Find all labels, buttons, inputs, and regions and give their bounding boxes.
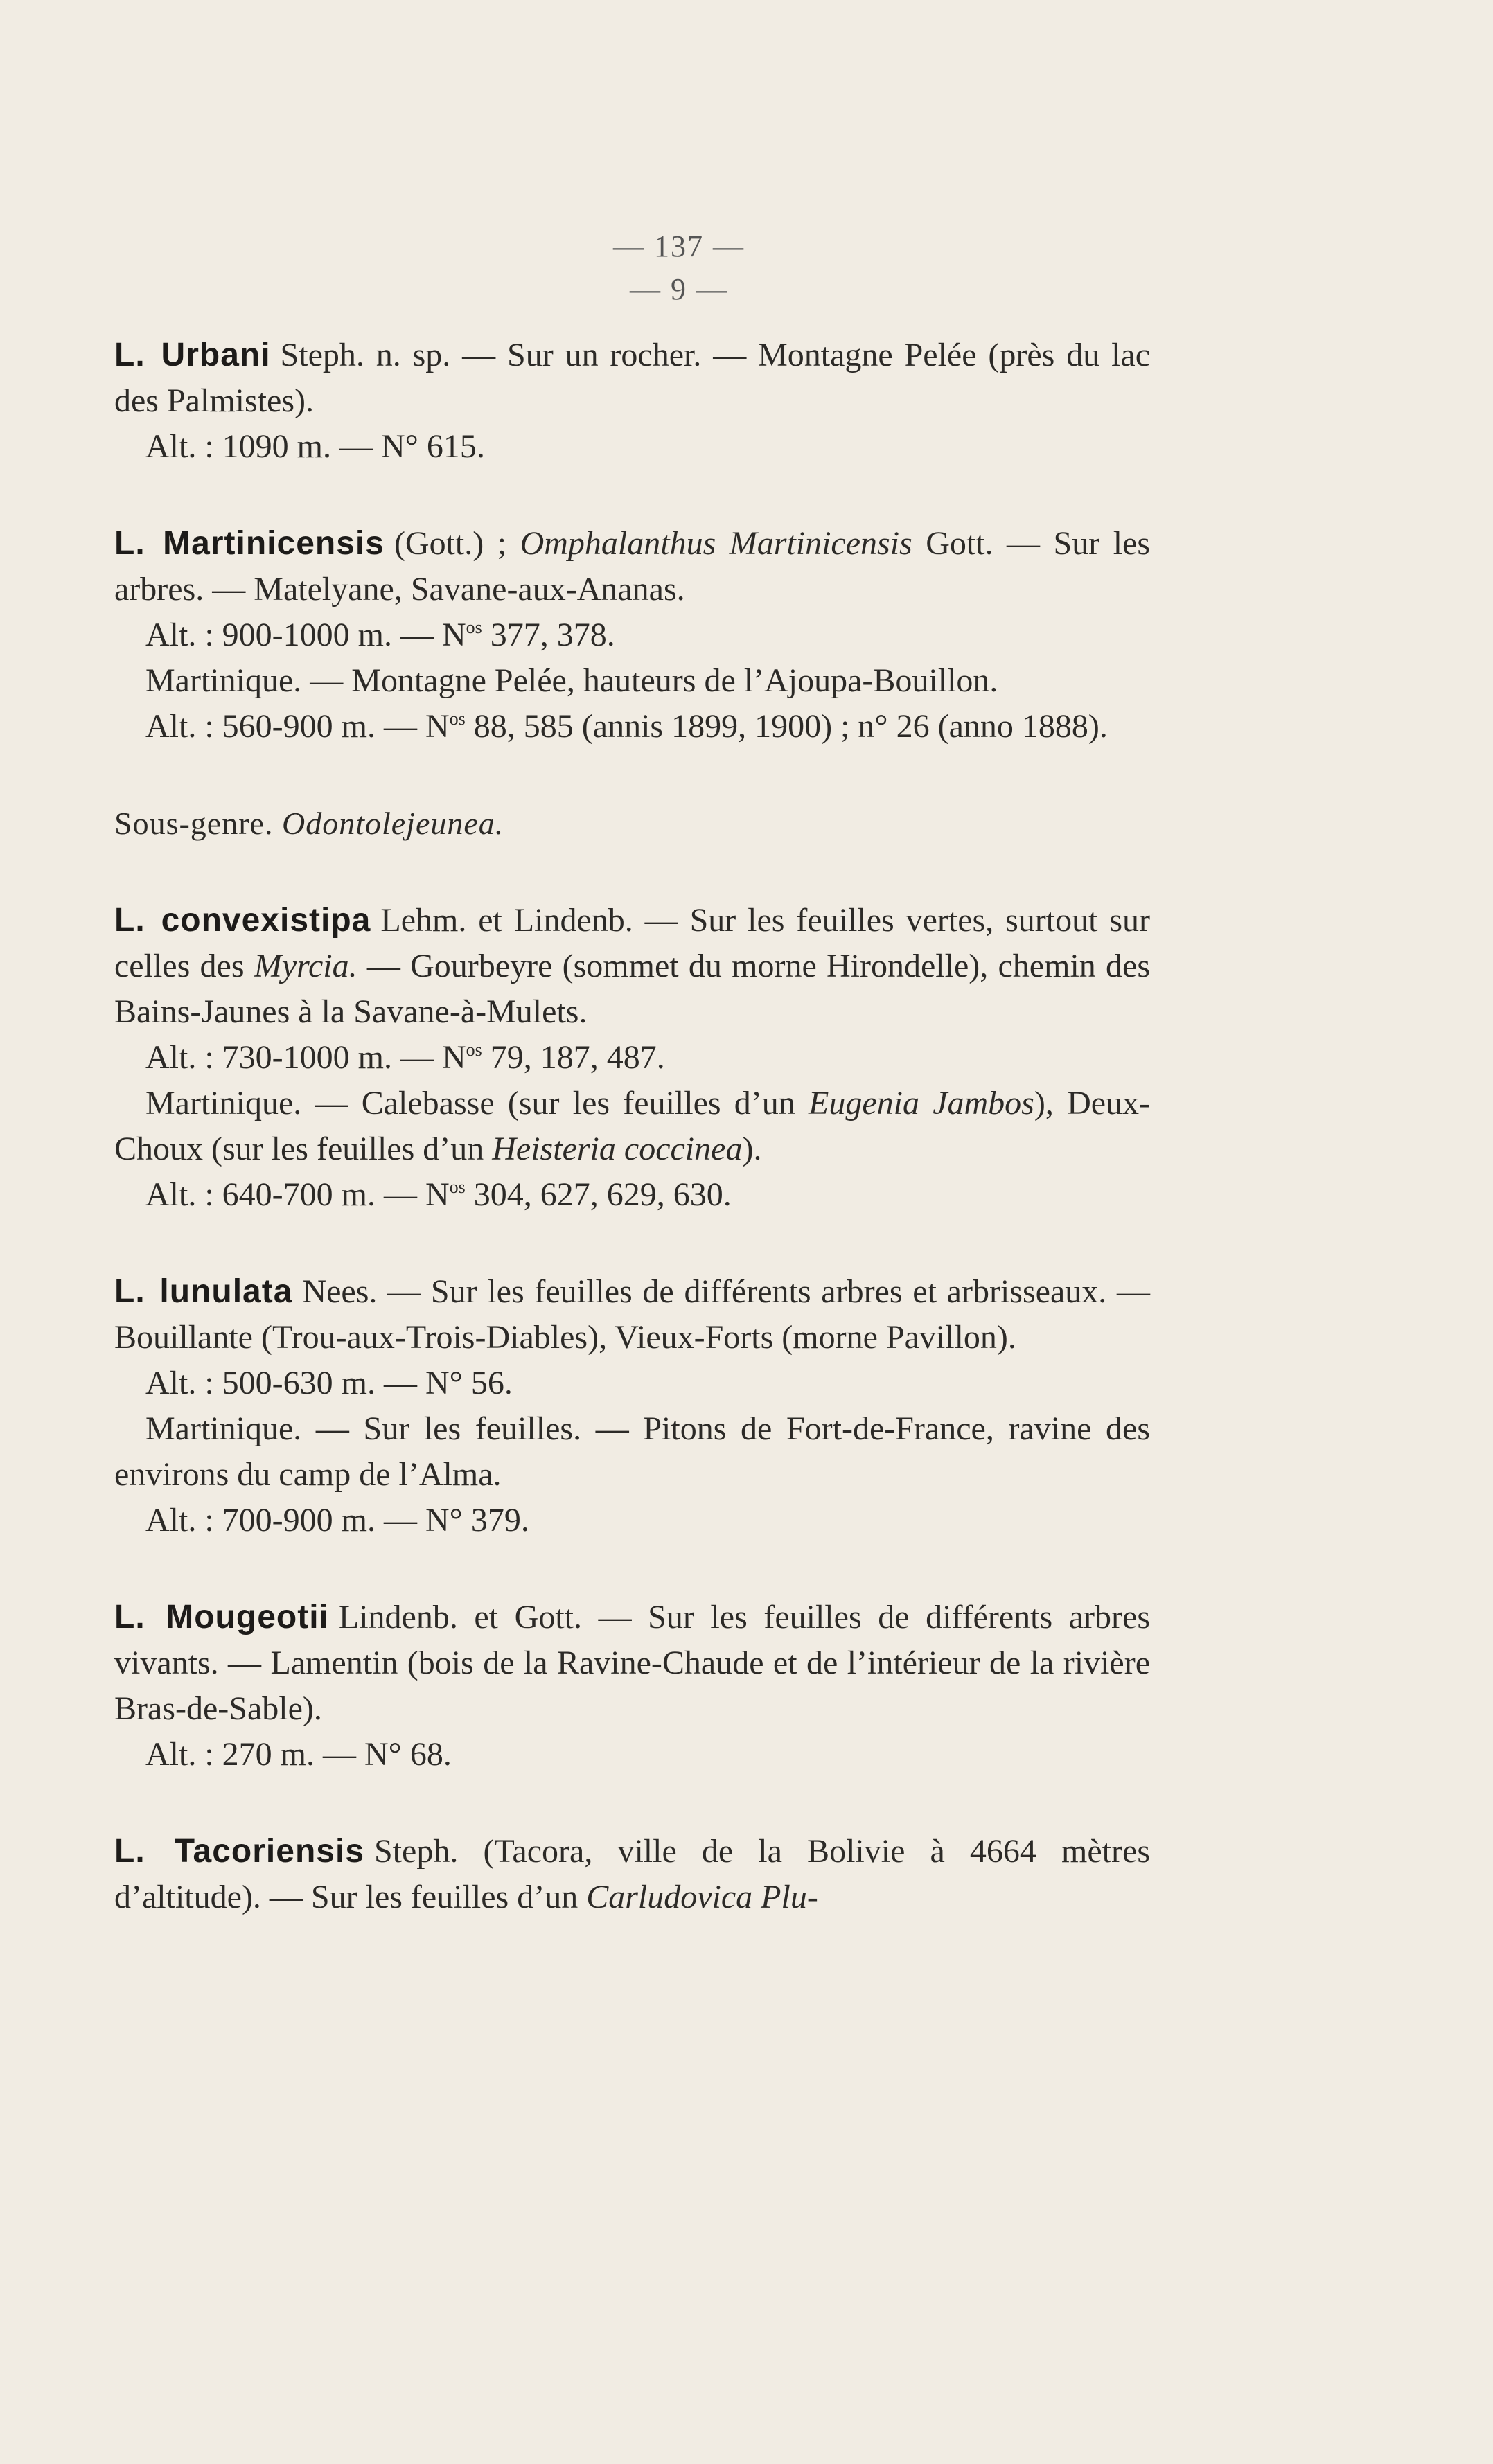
superscript: os <box>449 1177 466 1197</box>
entry-text: — Gourbeyre (sommet du morne Hirondelle), chemin des Bains-Jaunes à la Savane-à-Mulets. <box>114 948 1151 1030</box>
entry-lunulata <box>114 1269 1150 1543</box>
altitude-line: Alt. : 700-900 m. — N° 379. <box>145 1502 529 1539</box>
genus-abbrev: L. <box>114 1599 145 1636</box>
superscript: os <box>449 709 466 729</box>
locality-line: Martinique. — Sur les feuilles. — Pitons de Fort-de-France, ravine des environs du camp de l’Alma. <box>114 1410 1150 1493</box>
specimen-numbers: 79, 187, 487. <box>482 1039 665 1076</box>
species-name: Tacoriensis <box>174 1833 365 1870</box>
entry-convexistipa <box>114 898 1150 1218</box>
page-number-original: — 137 — <box>613 229 745 263</box>
genus-abbrev: L. <box>114 1833 145 1870</box>
species-name: Mougeotii <box>166 1599 329 1636</box>
locality-text: Martinique. — Calebasse (sur les feuilles d’un <box>145 1085 795 1122</box>
subgenus-name: Odontolejeunea. <box>281 806 504 841</box>
entry-tacoriensis-description <box>114 1829 1150 1920</box>
host-plant-name: Eugenia Jambos <box>809 1085 1034 1122</box>
body-text <box>114 333 1150 1920</box>
locality-line: Martinique. — Montagne Pelée, hauteurs de l’Ajoupa-Bouillon. <box>145 662 998 699</box>
entry-tacoriensis <box>114 1829 1150 1920</box>
host-plant-name: Myrcia. <box>254 948 357 984</box>
entry-lunulata-description <box>114 1269 1150 1360</box>
altitude-line: Alt. : 1090 m. — N° 615. <box>145 428 485 465</box>
altitude-text: Alt. : 560-900 m. — N <box>145 708 450 745</box>
genus-abbrev: L. <box>114 902 145 939</box>
entry-text: Steph. (Tacora, ville de la Bolivie à 4664 mètres d’altitude). — Sur les feuilles d’un <box>114 1833 1150 1915</box>
altitude-line: Alt. : 270 m. — N° 68. <box>145 1736 452 1773</box>
entry-text: Steph. n. sp. — Sur un rocher. — Montagne Pelée (près du lac des Palmistes). <box>114 337 1151 419</box>
subgenus-label: Sous-genre. <box>114 806 274 841</box>
entry-martinicensis <box>114 521 1150 750</box>
synonym-name: Omphalanthus Martinicensis <box>520 525 912 562</box>
altitude-text: Alt. : 900-1000 m. — N <box>145 617 466 653</box>
entry-urbani-description <box>114 333 1150 424</box>
specimen-numbers: 88, 585 (annis 1899, 1900) ; n° 26 (anno 1888). <box>465 708 1108 745</box>
species-name: lunulata <box>159 1273 293 1310</box>
host-plant-name: Carludovica Plu- <box>586 1879 818 1915</box>
subgenus-heading <box>114 801 1150 847</box>
altitude-text: Alt. : 640-700 m. — N <box>145 1176 450 1213</box>
genus-abbrev: L. <box>114 1273 145 1310</box>
specimen-numbers: 304, 627, 629, 630. <box>465 1176 732 1213</box>
altitude-text: Alt. : 730-1000 m. — N <box>145 1039 466 1076</box>
entry-martinicensis-description <box>114 521 1150 612</box>
superscript: os <box>466 617 482 637</box>
species-name: Martinicensis <box>163 525 385 562</box>
entry-text: Lindenb. et Gott. — Sur les feuilles de différents arbres vivants. — Lamentin (bois de la Ravine-Chaude et de l’intérieur de la rivière Bras-de-Sable). <box>114 1599 1151 1727</box>
superscript: os <box>466 1040 482 1060</box>
specimen-numbers: 377, 378. <box>482 617 615 653</box>
entry-mougeotii <box>114 1595 1150 1778</box>
genus-abbrev: L. <box>114 525 145 562</box>
host-plant-name: Heisteria coccinea <box>492 1131 743 1167</box>
entry-text: Lehm. et Lindenb. — Sur les feuilles vertes, surtout sur celles des <box>114 902 1151 984</box>
entry-mougeotii-description <box>114 1595 1150 1732</box>
page-number-reprint: — 9 — <box>630 272 728 306</box>
entry-text: Gott. — Sur les arbres. — Matelyane, Savane-aux-Ananas. <box>114 525 1151 608</box>
altitude-line <box>114 704 1150 750</box>
altitude-line <box>114 612 1150 658</box>
altitude-line <box>114 1172 1150 1218</box>
locality-line <box>114 1081 1150 1172</box>
altitude-line <box>114 1035 1150 1081</box>
authority: (Gott.) ; <box>394 525 507 562</box>
entry-urbani <box>114 333 1150 470</box>
entry-text: Nees. — Sur les feuilles de différents arbres et arbrisseaux. — Bouillante (Trou-aux-Trois-Diables), Vieux-Forts (morne Pavillon). <box>114 1273 1151 1356</box>
entry-convexistipa-description <box>114 898 1150 1035</box>
altitude-line: Alt. : 500-630 m. — N° 56. <box>145 1365 513 1401</box>
species-name: convexistipa <box>161 902 371 939</box>
locality-text: ), Deux-Choux (sur les feuilles d’un <box>114 1085 1151 1167</box>
locality-text: ). <box>742 1131 762 1167</box>
genus-abbrev: L. <box>114 337 145 373</box>
species-name: Urbani <box>161 337 271 373</box>
